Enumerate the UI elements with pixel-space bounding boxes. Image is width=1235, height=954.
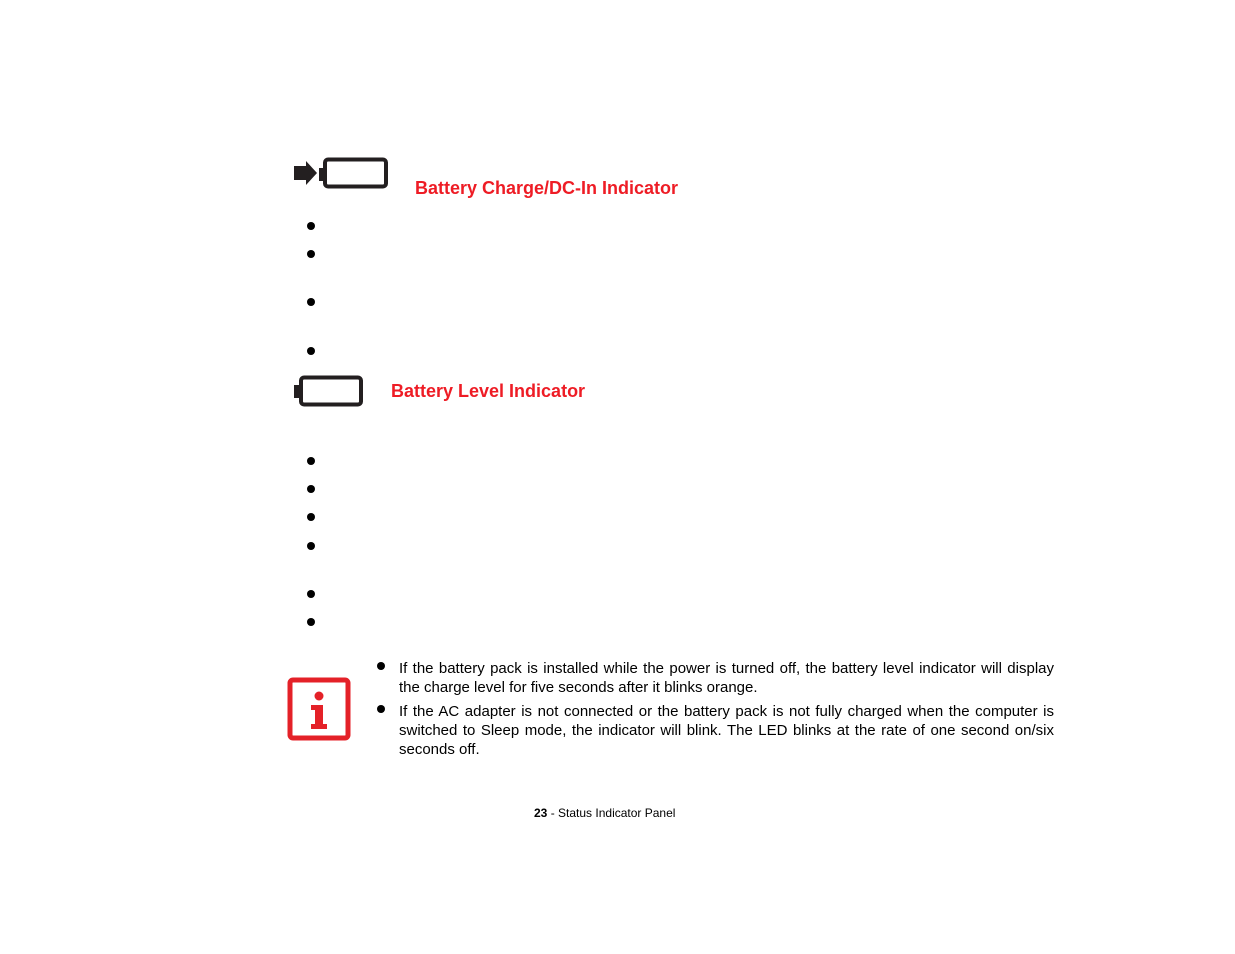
list-bullet (307, 618, 315, 626)
list-bullet (307, 250, 315, 258)
footer-separator: - (547, 806, 559, 820)
note-bullet (377, 662, 385, 670)
battery-charge-dc-in-heading: Battery Charge/DC-In Indicator (415, 178, 679, 198)
note-item: If the AC adapter is not connected or the battery pack is not fully charged when the computer is switched to Sleep mode, the indicator will blink. The LED blinks at the rate of one second on/six seconds off. (399, 703, 1054, 758)
list-bullet (307, 457, 315, 465)
list-bullet (307, 222, 315, 230)
note-bullet (377, 705, 385, 713)
page-footer (534, 806, 675, 821)
page-number: 23 (534, 806, 548, 820)
battery-level-icon (292, 374, 366, 410)
list-bullet (307, 485, 315, 493)
list-bullet (307, 513, 315, 521)
list-bullet (307, 347, 315, 355)
info-icon (287, 677, 351, 741)
note-item: If the battery pack is installed while the power is turned off, the battery level indicator will display the charge level for five seconds after it blinks orange. (399, 660, 1054, 696)
battery-charge-dc-in-icon (292, 156, 390, 192)
list-bullet (307, 542, 315, 550)
footer-section-title: Status Indicator Panel (558, 806, 676, 820)
battery-level-heading: Battery Level Indicator (391, 381, 586, 401)
list-bullet (307, 298, 315, 306)
list-bullet (307, 590, 315, 598)
